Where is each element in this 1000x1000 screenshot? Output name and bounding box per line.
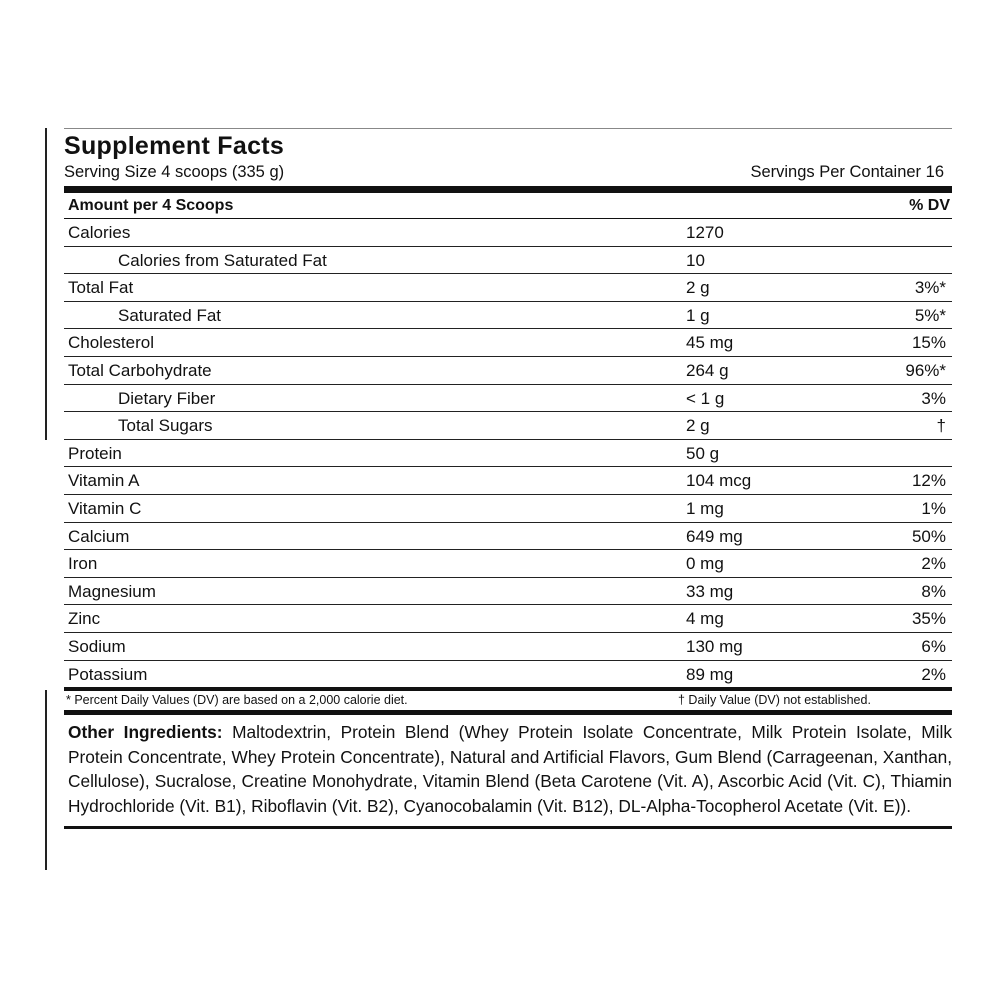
table-row: [64, 661, 952, 688]
table-header: [64, 193, 952, 219]
nutrient-amount: 104 mcg: [686, 471, 752, 491]
table-row: [64, 523, 952, 551]
nutrient-dv: 2%: [921, 554, 946, 574]
nutrient-amount: 1270: [686, 223, 724, 242]
nutrient-amount: 130 mg: [686, 636, 743, 656]
table-row: [64, 357, 952, 385]
nutrient-name: Zinc: [68, 609, 101, 629]
nutrient-name: Protein: [68, 443, 122, 463]
nutrient-table: [64, 219, 952, 687]
nutrient-dv: †: [936, 416, 946, 436]
footnotes: [64, 691, 952, 710]
table-row: [64, 247, 952, 275]
table-row: [64, 219, 952, 247]
ingredients-text: Maltodextrin, Protein Blend (Whey Protein Isolate Concentrate, Milk Protein Isolate, Milk Protein Concentrate, Whey Protein Concentrate), Natural and Artificial Flavors, Gum Blend (Carrageenan, Xanthan, Cellulose), Sucralose, Creatine Monohydrate, Vitamin Blend (Beta Carotene (Vit. A), Ascorbic Acid (Vit. C), Thiamin Hydrochloride (Vit. B1), Riboflavin (Vit. B2), Cyanocobalamin (Vit. B12), DL-Alpha-Tocopherol Acetate (Vit. E)).: [68, 722, 952, 816]
table-row: [64, 274, 952, 302]
nutrient-dv: 35%: [911, 609, 946, 629]
bottom-divider: [64, 826, 952, 829]
table-row: [64, 550, 952, 578]
nutrient-amount: 1 g: [686, 305, 710, 325]
left-margin-rule: [45, 128, 47, 440]
nutrient-name: Vitamin C: [68, 498, 142, 518]
nutrient-amount: 89 mg: [686, 664, 734, 684]
nutrient-name: Sodium: [68, 636, 126, 656]
nutrient-name: Iron: [68, 554, 98, 574]
nutrient-dv: 6%: [921, 636, 946, 656]
nutrient-amount: 4 mg: [686, 609, 724, 629]
nutrient-amount: 264 g: [686, 360, 729, 380]
panel-title: Supplement Facts: [64, 132, 285, 160]
left-margin-rule-lower: [45, 690, 47, 870]
nutrient-amount: 10: [686, 250, 705, 270]
servings-per-container: Servings Per Container 16: [750, 163, 944, 181]
amount-header: Amount per 4 Scoops: [68, 197, 234, 214]
nutrient-dv: 3%*: [914, 278, 946, 298]
nutrient-amount: 0 mg: [686, 554, 724, 574]
nutrient-amount: 33 mg: [686, 581, 734, 601]
table-row: [64, 467, 952, 495]
nutrient-amount: 2 g: [686, 416, 710, 436]
table-row: [64, 495, 952, 523]
thick-divider: [64, 186, 952, 193]
nutrient-dv: 5%*: [914, 305, 946, 325]
nutrient-amount: < 1 g: [686, 388, 725, 408]
nutrient-dv: 15%: [911, 333, 946, 353]
other-ingredients: [64, 715, 952, 826]
table-row: [64, 302, 952, 330]
ingredients-label: Other Ingredients:: [68, 722, 223, 743]
nutrient-amount: 1 mg: [686, 498, 724, 518]
footnote-dv: * Percent Daily Values (DV) are based on a 2,000 calorie diet.: [66, 693, 408, 708]
nutrient-dv: 96%*: [905, 360, 946, 380]
nutrient-name: Dietary Fiber: [118, 388, 216, 408]
nutrient-name: Saturated Fat: [118, 305, 222, 325]
nutrient-name: Potassium: [68, 664, 148, 684]
nutrient-dv: 8%: [921, 581, 946, 601]
serving-info: [64, 161, 952, 183]
table-row: [64, 578, 952, 606]
nutrient-dv: 3%: [921, 388, 946, 408]
table-row: [64, 440, 952, 468]
supplement-facts-panel: [64, 128, 952, 829]
dv-header: % DV: [909, 197, 950, 214]
nutrient-name: Calories: [68, 223, 131, 242]
top-divider: [64, 128, 952, 129]
nutrient-name: Cholesterol: [68, 333, 154, 353]
nutrient-name: Calories from Saturated Fat: [118, 250, 327, 270]
footnote-dagger: † Daily Value (DV) not established.: [678, 693, 871, 708]
table-row: [64, 412, 952, 440]
nutrient-dv: 2%: [921, 664, 946, 684]
nutrient-name: Total Sugars: [118, 416, 213, 436]
nutrient-dv: 1%: [921, 498, 946, 518]
table-row: [64, 329, 952, 357]
nutrient-amount: 50 g: [686, 443, 720, 463]
table-row: [64, 385, 952, 413]
nutrient-name: Calcium: [68, 526, 130, 546]
nutrient-amount: 2 g: [686, 278, 710, 298]
table-row: [64, 605, 952, 633]
table-row: [64, 633, 952, 661]
nutrient-name: Vitamin A: [68, 471, 140, 491]
nutrient-name: Magnesium: [68, 581, 156, 601]
nutrient-dv: 50%: [911, 526, 946, 546]
nutrient-name: Total Fat: [68, 278, 134, 298]
nutrient-amount: 45 mg: [686, 333, 734, 353]
nutrient-dv: 12%: [911, 471, 946, 491]
nutrient-amount: 649 mg: [686, 526, 743, 546]
serving-size: Serving Size 4 scoops (335 g): [64, 163, 285, 181]
nutrient-name: Total Carbohydrate: [68, 360, 212, 380]
